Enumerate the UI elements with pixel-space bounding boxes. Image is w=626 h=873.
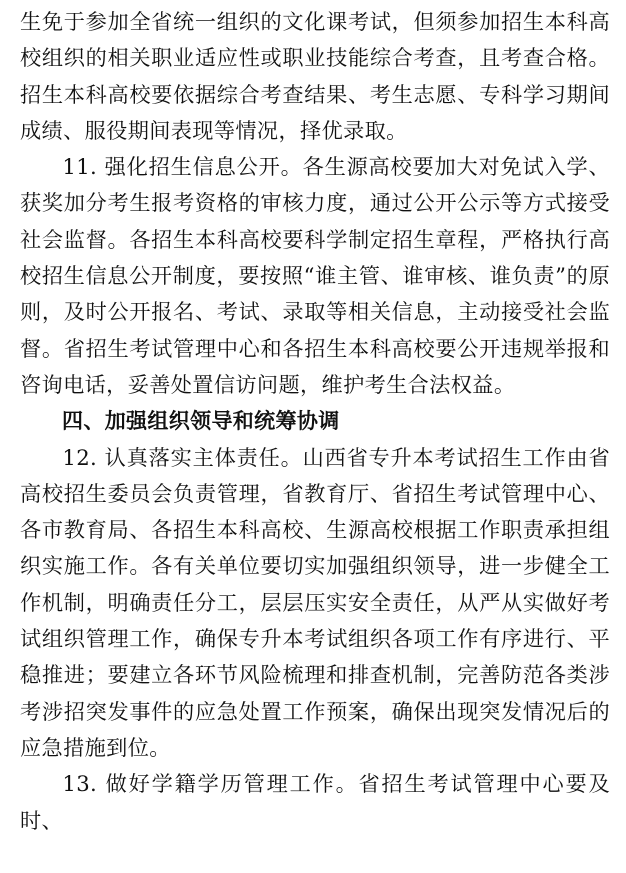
paragraph-item-13: 13. 做好学籍学历管理工作。省招生考试管理中心要及时、 <box>20 771 610 833</box>
section-heading-4: 四、加强组织领导和统筹协调 <box>62 409 340 434</box>
paragraph-continuation: 生免于参加全省统一组织的文化课考试，但须参加招生本科高校组织的相关职业适应性或职业技能综合考查，且考查合格。招生本科高校要依据综合考查结果、考生志愿、专科学习期间成绩、服役期间表现等情况，择优录取。 <box>20 9 610 143</box>
document-page <box>20 4 610 839</box>
paragraph-item-12: 12. 认真落实主体责任。山西省专升本考试招生工作由省高校招生委员会负责管理，省教育厅、省招生考试管理中心、各市教育局、各招生本科高校、生源高校根据工作职责承担组织实施工作。各有关单位要切实加强组织领导，进一步健全工作机制，明确责任分工，层层压实安全责任，从严从实做好考试组织管理工作，确保专升本考试组织各项工作有序进行、平稳推进；要建立各环节风险梳理和排查机制，完善防范各类涉考涉招突发事件的应急处置工作预案，确保出现突发情况后的应急措施到位。 <box>20 444 610 760</box>
paragraph-item-11: 11. 强化招生信息公开。各生源高校要加大对免试入学、获奖加分考生报考资格的审核力度，通过公开公示等方式接受社会监督。各招生本科高校要科学制定招生章程，严格执行高校招生信息公开制度，要按照“谁主管、谁审核、谁负责”的原则，及时公开报名、考试、录取等相关信息，主动接受社会监督。省招生考试管理中心和各招生本科高校要公开违规举报和咨询电话，妥善处置信访问题，维护考生合法权益。 <box>20 154 610 397</box>
